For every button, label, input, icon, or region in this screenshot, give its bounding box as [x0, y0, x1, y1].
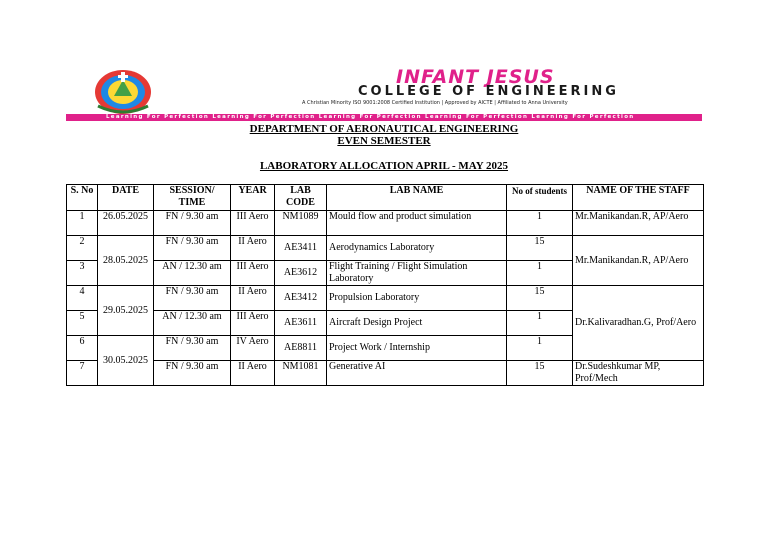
cell-lab-name: Generative AI: [327, 361, 507, 386]
cell-sno: 4: [67, 286, 98, 311]
document-title: LABORATORY ALLOCATION APRIL - MAY 2025: [259, 160, 509, 172]
cell-sno: 1: [67, 211, 98, 236]
cell-lab-code: NM1081: [275, 361, 327, 386]
cell-year: III Aero: [231, 211, 275, 236]
cell-year: II Aero: [231, 361, 275, 386]
cell-staff: Mr.Manikandan.R, AP/Aero: [573, 211, 704, 236]
cell-lab-name: Propulsion Laboratory: [327, 286, 507, 311]
cell-sno: 7: [67, 361, 98, 386]
cell-date: 30.05.2025: [98, 336, 154, 386]
cell-sno: 6: [67, 336, 98, 361]
cell-year: II Aero: [231, 236, 275, 261]
cell-session: AN / 12.30 am: [154, 261, 231, 286]
cell-students: 1: [507, 261, 573, 286]
college-subtitle: COLLEGE OF ENGINEERING: [358, 84, 619, 99]
cell-staff: Dr.Sudeshkumar MP, Prof/Mech: [573, 361, 704, 386]
cell-lab-name: Project Work / Internship: [327, 336, 507, 361]
header-staff: NAME OF THE STAFF: [573, 185, 704, 211]
cell-date: 29.05.2025: [98, 286, 154, 336]
college-crest-logo: [92, 66, 154, 116]
cell-session: FN / 9.30 am: [154, 211, 231, 236]
cell-students: 1: [507, 336, 573, 361]
header-lab-code: LAB CODE: [275, 185, 327, 211]
cell-staff: Mr.Manikandan.R, AP/Aero: [573, 236, 704, 286]
table-row: [67, 361, 704, 386]
cell-lab-name: Mould flow and product simulation: [327, 211, 507, 236]
table-row: [67, 286, 704, 311]
cell-lab-code: NM1089: [275, 211, 327, 236]
cell-lab-name: Flight Training / Flight Simulation Laboratory: [327, 261, 507, 286]
header-students: No of students: [507, 185, 573, 211]
header-date: DATE: [98, 185, 154, 211]
cell-lab-name: Aerodynamics Laboratory: [327, 236, 507, 261]
cell-students: 1: [507, 311, 573, 336]
lab-allocation-table: [66, 184, 704, 386]
header-sno: S. No: [67, 185, 98, 211]
cell-sno: 3: [67, 261, 98, 286]
cell-students: 1: [507, 211, 573, 236]
cell-lab-name: Aircraft Design Project: [327, 311, 507, 336]
cell-sno: 5: [67, 311, 98, 336]
table-row: [67, 211, 704, 236]
cell-sno: 2: [67, 236, 98, 261]
cell-session: AN / 12.30 am: [154, 311, 231, 336]
cell-students: 15: [507, 286, 573, 311]
cell-year: II Aero: [231, 286, 275, 311]
cell-date: 26.05.2025: [98, 211, 154, 236]
cell-year: IV Aero: [231, 336, 275, 361]
letterhead: [66, 62, 702, 122]
college-name: INFANT JESUS: [396, 66, 555, 88]
cell-lab-code: AE3412: [275, 286, 327, 311]
cell-session: FN / 9.30 am: [154, 361, 231, 386]
table-header-row: [67, 185, 704, 211]
semester-heading: EVEN SEMESTER: [337, 135, 431, 147]
cell-staff: Dr.Kalivaradhan.G, Prof/Aero: [573, 286, 704, 361]
cell-lab-code: AE3612: [275, 261, 327, 286]
cell-date: 28.05.2025: [98, 236, 154, 286]
cell-lab-code: AE3411: [275, 236, 327, 261]
cell-session: FN / 9.30 am: [154, 336, 231, 361]
tagline-bar: Learning For Perfection Learning For Perfection Learning For Perfection Learning For Perfection Learning For Perfection: [66, 114, 702, 121]
cell-students: 15: [507, 361, 573, 386]
header-lab-name: LAB NAME: [327, 185, 507, 211]
header-year: YEAR: [231, 185, 275, 211]
cell-session: FN / 9.30 am: [154, 286, 231, 311]
cell-year: III Aero: [231, 311, 275, 336]
department-heading: DEPARTMENT OF AERONAUTICAL ENGINEERING: [249, 123, 519, 135]
table-row: [67, 236, 704, 261]
college-affiliation: A Christian Minority ISO 9001:2008 Certified Institution | Approved by AICTE | Affiliated to Anna University: [302, 100, 568, 106]
cell-students: 15: [507, 236, 573, 261]
cell-lab-code: AE3611: [275, 311, 327, 336]
cell-lab-code: AE8811: [275, 336, 327, 361]
cell-session: FN / 9.30 am: [154, 236, 231, 261]
cell-year: III Aero: [231, 261, 275, 286]
header-session: SESSION/ TIME: [154, 185, 231, 211]
